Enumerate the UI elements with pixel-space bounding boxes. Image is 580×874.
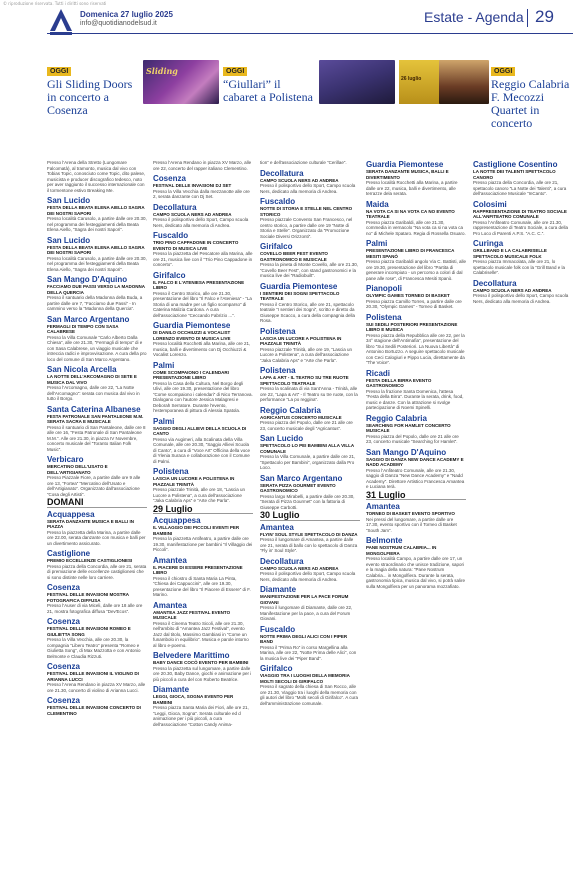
feature-title: “Giullari” il cabaret a Polistena: [223, 77, 313, 104]
event-city: San Marco Argentano: [47, 314, 130, 324]
event-city: Fuscaldo: [260, 624, 296, 634]
event-description: Presso piazza della Concordia, alle ore 21, spettacolo canoro “La Notte dei Talenti”, a cura dell'associazione Musicale “InCanto”.: [473, 180, 567, 196]
event-headline: FACCIAMO DUE PASSI VERSO LA MADONNA DELLA QUERCIA: [47, 284, 145, 295]
event-description: Presso la piazzetta del Pescatore alla Marina, alle ore 21, musica live con il “Trio Pino Cappadone in concerto”.: [153, 251, 253, 267]
event-listing[interactable]: [366, 414, 466, 445]
event-description: Presso il chiostro di Santa Maria La Pinta, “Chiesa dei Cappuccini”, alle ore 19.30, presentazione del libro “Il Piacere di Essere” di F. Marino.: [153, 575, 251, 597]
event-city: Santa Caterina Albanese: [47, 404, 141, 414]
event-city: Girifalco: [260, 664, 293, 673]
poster-label: Sliding: [146, 66, 178, 76]
event-headline: I SENTIERI DEI SOGNI SPETTACOLO TEATRALE: [260, 290, 340, 301]
event-city: Fuscaldo: [260, 197, 296, 206]
event-description: Presso la piazzetta sul lungomare, a partire dalle ore 20.30, Baby Dance, giochi e animazione per i più piccoli a cura del con Roberto Beatrice.: [153, 665, 252, 682]
event-description: Presso il lungomare di Amantea, a partire dalle ore 21, serata di ballo con lo spettacolo di Danza “Fly in' Soul Style”.: [260, 537, 358, 553]
event-headline: PREMIO ECCELLENZE CASTIGLIONESI: [47, 558, 133, 563]
event-headline: IL FALCO E L'ATENIESA PRESENTAZIONE LIBRO: [153, 279, 245, 290]
event-description: Presso piazzale Trinità, alle ore 18, “Lascia un Lucore a Polistena”, a cura dell'associazione “Jaka Calabria Aps” e “Arte che Parla”.: [153, 487, 246, 503]
event-headline: CAMPO SCUOLA NERS AD ANDREA: [473, 287, 552, 293]
event-description: Presso piazza Santa Maria dei Fiori, alle ore 21, “Leggi, Gioca, Sogna”. Serata culturale ed d animazione per i più piccoli, a cura dell'associazione “Cotton Candy Anima-: [153, 705, 249, 727]
event-headline: SERATA DANZANTE MUSICA, BALLI E DIVERTIMENTO: [366, 169, 449, 180]
event-headline: AGRICANTUS CONCERTO MUSICALE: [260, 414, 342, 420]
event-city: Amantea: [260, 522, 294, 532]
event-listing[interactable]: [366, 313, 466, 366]
event-description: Presso il “Prima Ro” in corso Margellina alla Marina, alle ore 22, “Notte Prima delle Alici”, con la musica live dei “Piper Band”.: [260, 644, 357, 661]
event-headline: OLYMPIC GAMES TORNEO DI BASKET: [366, 293, 450, 298]
event-headline: LA NOTTE DEI TALENTI SPETTACOLO CANORO: [473, 169, 556, 180]
event-city: Polistena: [366, 312, 402, 322]
event-description: Presso la scalinata di via Sant'Anna - Trinità, alle ore 22, “Lapa & Art” - Il Teatro su tre ruote, con la performance “La po reggina”.: [260, 386, 358, 402]
event-headline: FERMAGLI DI TEMPO CON SASA CALABRESE: [47, 323, 119, 334]
event-headline: FESTA DELLA BEATA ELENA AIELLO SAGRA DEI NOSTRI SAPORI: [47, 244, 145, 255]
event-description: Presso piazza della Concordia, alle ore 21, serata di premiazione delle eccellenze castiglionesi che si sono distinte nelle loro carriere.: [47, 563, 147, 580]
event-headline: FESTIVAL DELLE INVASIONI DJ SET: [153, 183, 232, 188]
event-headline: MANIFESTAZIONE PER LA PACE FORUM GIOVANI: [260, 594, 349, 605]
event-city: Palmi: [153, 416, 175, 426]
event-city: Guardia Piemontese: [366, 160, 444, 169]
event-headline: SERATA PIZZA GOURMET EVENTO GASTRONOMICO: [260, 482, 336, 493]
event-description: Presso il santuario della Madonna della Buda, a partire dalle ore 7, “Facciamo due Passi” - In cammino verso la “Madonna della Quercia”.: [47, 295, 143, 311]
event-description: Presso la Villa Comunale, a partire dalle ore 21, “Spettacolo per Bambini”, organizzato dalla Pro Loco.: [260, 454, 356, 470]
event-description: Presso piazza Garibaldi angolo Via C. Battisti, alle ore 19.30, presentazione del libro “Partita di generare incompiuto - un percorso a colori di dal pane alle rose”, di Francesca Mesiti Spanò.: [366, 259, 466, 281]
event-headline: TORNEO DI BASKET EVENTO SPORTIVO: [366, 511, 455, 516]
today-badge: OGGI: [223, 67, 247, 76]
event-headline: SAGGIO DI DANZA NEW DANCE ACADEMY E NADD ACADEMY: [366, 456, 464, 467]
band-photo: [143, 60, 219, 104]
event-description: Presso il polisportivo dello Sport, Campo scuola Ners, dedicato alla memoria di Andrea.: [153, 217, 249, 228]
today-badge: OGGI: [491, 67, 515, 76]
event-description: Presso piazza Camillo Torres, a partire dalle ore 20.30, “Olympic Games” - Torneo di Basket.: [366, 298, 462, 309]
event-listing[interactable]: [47, 583, 147, 614]
event-headline: FESTIVAL DELLE INVASIONI CONCERTO DI CLEMENTINO: [47, 705, 141, 716]
event-description: Presso l'Anfiteatro Comunale, alle ore 21.30, saggio di Danza “New Dance Academy” e “Nadd Academy”. Direttore Artistico Francesca Amantea e Luciana Ierà.: [366, 467, 465, 489]
event-city: Ricadi: [366, 368, 391, 378]
event-headline: FESTA PATRONALE SAN PANTALEONE M.M. SERATA SACRA E MUSICALE: [47, 413, 144, 424]
event-listing[interactable]: [260, 197, 360, 239]
event-headline: IL VILLAGGIO DEI PICCOLI EVENTI PER BAMBINI: [153, 525, 240, 536]
event-listing[interactable]: [366, 284, 466, 310]
event-city: Castiglione Cosentino: [473, 160, 558, 169]
event-description: Presso piazza del Popolo, dalle ore 21 alle ore 23, concerto musicale “Searching for Hamlet”.: [366, 433, 459, 444]
event-city: Amantea: [153, 555, 187, 565]
event-description: Presso il polisportivo dello Sport, Campo scuola Ners, dedicato alla memoria di Andrea.: [473, 293, 569, 304]
event-city: San Lucido: [47, 196, 91, 205]
event-headline: GRILLBAND E LA CALABRISELLE SPETTACOLO MUSICALE FOLK: [473, 248, 547, 259]
event-description: Presso largo Mirabelli, a partire dalle ore 20.30, “Serata di Pizza Gourmet” con la fattoria di Giuseppe Carbotti.: [260, 493, 355, 510]
column-2: [153, 160, 253, 730]
event-city: Cosenza: [47, 696, 80, 705]
cabaret-photo: [319, 60, 395, 104]
event-headline: NOTTE PRIMA DEGLI ALICI CON I PIPER BAND: [260, 633, 348, 644]
event-description: Presso piazza Garibaldi, alle ore 21.30, commedia in vernacolo “Na vota ca si na vota ca no” di Michele Spataro. Regia di Rossella Osuaro.: [366, 219, 466, 236]
event-listing[interactable]: [366, 160, 466, 197]
event-listing[interactable]: [153, 203, 253, 229]
event-city: Guardia Piemontese: [260, 281, 338, 291]
event-city: Polistena: [153, 467, 189, 476]
newspaper-logo-icon: [50, 9, 72, 35]
event-city: Verbicaro: [47, 455, 84, 464]
event-description: Presso il sagrato della chiesa di San Rocco, alle ore 21.30, Viaggio tra i luoghi della memoria con gli autori del libro “Molti secoli di Girifalco”. A cura dell'amministrazione comunale.: [260, 684, 359, 706]
event-city: Acquappesa: [153, 516, 201, 525]
event-listing[interactable]: [153, 361, 253, 414]
event-description: Presso piazza Immacolata, alle ore 21, lo spettacolo musicale folk con la “Grill Band e la Calabriselle”.: [473, 259, 566, 275]
event-listing[interactable]: [153, 271, 253, 319]
issue-date: Domenica 27 luglio 2025: [80, 10, 173, 19]
event-city: Fuscaldo: [153, 231, 189, 240]
event-listing[interactable]: [260, 242, 360, 279]
event-description: Presso il lungomare di Diamante, dalle ore 22, Manifestazione per la pace, a cura del Forum Giovani.: [260, 605, 353, 621]
event-listing[interactable]: [473, 200, 573, 237]
event-headline: LASCIA UN LUCORE A POLISTENA IN PIAZZALE TRINITÀ: [153, 476, 235, 487]
event-listing[interactable]: [47, 617, 147, 659]
event-listing[interactable]: [260, 474, 360, 511]
event-description: Presso l'Arena Rendano in piazza XV Marzo, alle ore 21.30, concerto di violino di Arianna Lucci.: [47, 682, 146, 693]
event-headline: NOTTE DI STORIA E STELLE NEL CENTRO STORICO: [260, 206, 353, 217]
event-listing[interactable]: [366, 502, 466, 533]
day-heading: DOMANI: [47, 500, 147, 508]
event-headline: COVELLO BEER FEST EVENTO GASTRONOMICO E MUSICALE: [260, 251, 328, 262]
event-description: Presso la piazzetta Antifeatro, a partire dalle ore 19.30, manifestazione per bambini “Il Villaggio dei Piccoli”.: [153, 536, 253, 552]
event-headline: SAGGIO DEGLI ALLIEVI DELLA SCUOLA DI CANTO: [153, 425, 247, 436]
event-description: Presso l'Auser di via Miceli, dalle ore 18 alle ore 21, mostra fotografica diffusa “Dev'Ecos”.: [47, 603, 143, 614]
today-badge: OGGI: [47, 67, 71, 76]
event-description: Presso la pineta di Monte Covello, alle ore 21.30, “Covello Beer Fest”, con stand gastronomici e la musica live dei “Radiobuilt”.: [260, 262, 359, 278]
event-city: Reggio Calabria: [260, 405, 321, 415]
musician-photo: [439, 60, 489, 104]
rights-notice: © riproduzione riservata. Tutti i diritti sono riservati: [3, 1, 107, 6]
event-description: Presso la piazzetta della Marina, a partire dalle ore 22.00, serata danzante con musica e balli per un divertimento assicurato.: [47, 529, 146, 546]
event-headline: IL PIACERE DI ESSERE PRESENTAZIONE LIBRO: [153, 564, 243, 575]
event-description: Nei pressi del lungomare, a partire dalle ore 17.30, evento sportivo con il Torneo di Basket “South Jam”.: [366, 516, 457, 533]
event-headline: CAMPO SCUOLA NERS AD ANDREA: [260, 177, 339, 183]
event-city: Castiglione: [47, 549, 91, 558]
event-headline: PANE NOSTRUM CALABRIA... IN MONGOLFIERA: [366, 545, 437, 556]
day-heading: 30 Luglio: [260, 513, 360, 521]
event-listing[interactable]: [260, 585, 360, 622]
event-city: Cosenza: [47, 617, 80, 626]
event-listing[interactable]: [47, 549, 147, 580]
event-headline: LAPA & ART - IL TEATRO SU TRE RUOTE SPETTACOLO TEATRALE: [260, 375, 349, 386]
event-listing[interactable]: [260, 282, 360, 324]
concert-poster: 26 luglio: [399, 60, 441, 104]
event-description: Presso località Carusolo, a partire dalle ore 20.30, nel programma dei festeggiamenti della Beata Elena Aiello, “Sagra dei nostri Sapori”.: [47, 255, 147, 272]
event-description: Presso via Augimeri, alla Scalinata della Villa Comunale, alle ore 20.30, “Saggio Allievi Scuola di Canto”, a cura di “Voce Art” Officina della voce di Ylenia Suraca e collaborazione con il Comune di Palmi.: [153, 436, 250, 464]
event-city: San Mango D'Aquino: [366, 447, 447, 457]
feature-title: Gli Sliding Doors in concerto a Cosenza: [47, 77, 133, 117]
event-listing[interactable]: [260, 523, 360, 554]
event-city: Girifalco: [153, 270, 186, 280]
event-headline: RAPPRESENTAZIONE DI TEATRO SOCIALE ALL'ANFITEATRO COMUNALE: [473, 208, 567, 219]
feature-text: [491, 60, 573, 130]
event-description: Presso piazzale Trinità, alle ore 19, “Lascia un Lucore a Polistena”, a cura dell'associazione “Jaka Calabria Aps” e “Arte che Parla”.: [260, 346, 353, 363]
event-city: Acquappesa: [47, 509, 95, 519]
event-listing[interactable]: [47, 696, 147, 716]
event-description: Presso l'Arcomagno, dalle ore 22, “La Notte dell'Arcomagno”: serata con musica dal vivo in tutto il Borgo.: [47, 385, 140, 401]
event-headline: COME SCOMPAIONO I CALENDARI PRESENTAZIONE LIBRO: [153, 369, 229, 380]
event-city: Reggio Calabria: [366, 413, 427, 423]
event-headline: FESTA DELLA BEATA ELENA AIELLO SAGRA DEI NOSTRI SAPORI: [47, 205, 145, 216]
event-listing[interactable]: [260, 327, 360, 364]
event-city: Polistena: [260, 366, 296, 375]
event-city: Decollatura: [153, 202, 197, 212]
event-listing[interactable]: [153, 467, 253, 504]
event-listing[interactable]: [260, 169, 360, 195]
event-listing[interactable]: [366, 239, 466, 281]
event-city: Cosenza: [47, 583, 80, 592]
event-description: Presso la Villa Vecchia, alle ore 20.30, la compagnia “Libero Teatro” presenta “Romeo e Giulietta Song”, di Max Mazzotta e con Antonio Belmonte e Claudia Rizzuti.: [47, 637, 141, 659]
event-listing[interactable]: [47, 196, 147, 233]
event-listing[interactable]: [366, 448, 466, 490]
event-continued-text: tion” e dell'associazione culturale “Cerillae”.: [260, 160, 347, 165]
event-city: San Marco Argentano: [260, 473, 343, 483]
event-city: Belvedere Marittimo: [153, 651, 230, 660]
event-city: Maida: [366, 199, 389, 209]
event-listing[interactable]: [366, 200, 466, 237]
event-city: Amantea: [153, 600, 187, 610]
section-title: Estate - Agenda: [424, 9, 524, 25]
day-heading: 29 Luglio: [153, 507, 253, 515]
event-city: Decollatura: [260, 556, 304, 566]
event-description: Presso località Rocchetti alla Marina, a partire dalle ore 22, musica, balli e divertimento, alle terrazze dela serata.: [366, 180, 458, 196]
event-listing[interactable]: [153, 231, 253, 268]
event-headline: LEGGI, GIOCA, SOGNA EVENTO PER BAMBINI: [153, 694, 234, 705]
event-headline: SUI SEDILI POSTERIORI PRESENTAZIONE LIBRO E MUSICA: [366, 321, 458, 332]
event-listing[interactable]: [473, 239, 573, 276]
event-city: Pianopoli: [366, 284, 402, 293]
event-listing[interactable]: [47, 455, 147, 497]
event-listing[interactable]: [47, 315, 147, 363]
event-description: Presso la Villa Vecchia dalla mezzanotte alle ore 2, serata danzante con Dj Set.: [153, 188, 250, 199]
event-headline: SPETTACOLO LO PEI BAMBINI ALLA VILLA COMUNALE: [260, 443, 354, 454]
event-listing[interactable]: [153, 321, 253, 358]
event-listing[interactable]: [47, 365, 147, 402]
event-city: Colosimi: [473, 199, 507, 209]
event-city: Curinga: [473, 239, 504, 248]
feature-text: [47, 60, 142, 117]
event-listing[interactable]: [260, 434, 360, 471]
event-description: Presso il polisportivo dello Sport, Campo scuola Ners, dedicato alla memoria di Andrea.: [260, 571, 356, 582]
event-headline: MERCATINO DELL'USATO E DELL'ARTIGIANATO: [47, 464, 108, 475]
event-description: Presso il Cinema Teatro Sicoli, alle ore 21.30, nell'ambito di “Amantea Jazz Festival”, evento Jazz dal titolo, Massimo Gambiasi in “Come un funambolo in equilibrio”. Musica e parole intorno al libro e-poemo.: [153, 620, 249, 648]
event-listing[interactable]: [260, 625, 360, 662]
event-description: Presso piazza della Repubblica alle ore 22, per la 34° stagione dell'Antimafia”, presentazione del libro “Sui Sedili Posteriori. La Nuova Libertà” di Antonino Bortuzzo. A seguire spettacolo musicale con Ceci Calogiuri e Pippo Lucia, direttamente da “The Voice”.: [366, 332, 465, 365]
event-listing[interactable]: [47, 275, 147, 312]
event-listing[interactable]: [260, 557, 360, 583]
feature-title: Reggio Calabria F. Mecozzi Quartet in concerto: [491, 77, 570, 130]
event-listing[interactable]: [153, 685, 253, 727]
event-city: Palmi: [366, 239, 388, 248]
event-listing[interactable]: [366, 536, 466, 589]
day-heading: 31 Luglio: [366, 493, 466, 501]
event-description: Presso il santuario di San Pantaleone, dalle ore 8 alle ore 16, “Festa Patronale di San Pantaleone M.M.”. Alle ore 21.30, in piazza IV Novembre, concerto musicale del “Toranto Italian Folk Music”.: [47, 424, 146, 452]
event-description: Presso la Casa della Cultura, Nel Borgo degli Ulivi, alle ore 19.30, presentazione del libro “Come scompaiono i calendari” di Nico Terranova. Dialogano con l'autore Jessica Malagresi e Deborah Serratore. Durante l'evento, l'estemporanea di pittura di Alessia Spatola.: [153, 380, 253, 413]
event-city: Diamante: [260, 585, 297, 594]
event-city: Amantea: [366, 502, 400, 511]
event-headline: SEARCHING FOR HAMLET CONCERTO MUSICALE: [366, 422, 451, 433]
column-1: [47, 160, 147, 719]
event-description: Presso la Villa Comunale “Carlo Alberto Dalla Chiesa”, alle ore 21.30, “Fermagli di tempo” di e con Sasa Calabrese, un viaggio musicale che intreccia radici e improvvisazione. A cura della pro loco del comune di San Marco Argentano.: [47, 334, 147, 362]
column-3: [260, 160, 360, 709]
event-listing[interactable]: [366, 369, 466, 411]
event-headline: DI DANILO OCCHIUZZI & VOCALIST LORENZO EVENTO DI MUSICA LIVE: [153, 330, 231, 341]
event-listing[interactable]: [473, 160, 573, 197]
event-headline: FESTIVAL DELLE INVASIONI IL VIOLINO DI ARIANNA LUCCI: [47, 671, 139, 682]
event-listing[interactable]: [153, 651, 253, 682]
event-listing[interactable]: [153, 516, 253, 553]
event-headline: TRIO PINO CAPPADONE IN CONCERTO EVENTO DI MUSICA LIVE: [153, 240, 239, 251]
header-rule: [47, 33, 573, 34]
event-description: Presso il Centro Storico, alle ore 21.30, presentazione del libro “Il Falco e l'Ateniesa” - “La Storia di una madre per un figlio scomparso” di Caterina Malizia Cardona. A cura dell'associazione “Ceccando Fabrizio ...”.: [153, 290, 252, 318]
event-headline: VIAGGIO TRA I LUOGHI DELLA MEMORIA MOLTI SECOLI DI GIRIFALCO: [260, 673, 350, 684]
event-city: Cosenza: [47, 662, 80, 671]
event-description: Presso piazzale Convento San Francesco, nel centro storico, a partire dalle ore 19 “Notte di Storia e Stelle”. Organizzato da “Promozione Sociale Diversi Orizzonti”.: [260, 217, 353, 239]
column-5: [473, 160, 573, 307]
event-description: Presso l'Anfiteatro Comunale, alle ore 21.30, rappresentazione di Teatro Sociale, a cura della Pro Loco di Parenti A.P.S. “A.C. C.”.: [473, 219, 568, 236]
event-city: San Lucido: [47, 235, 91, 245]
event-listing[interactable]: [153, 417, 253, 465]
feature-text: [223, 60, 318, 104]
event-listing[interactable]: [153, 556, 253, 598]
event-city: Diamante: [153, 685, 190, 694]
event-listing[interactable]: [47, 662, 147, 693]
event-headline: AMANTEA JAZZ FESTIVAL EVENTO MUSICALE: [153, 609, 231, 620]
event-description: Presso la frazione Santa Domenica, l'attesa “Festa della Birra”. Durante la serata, drink, food, music e danze. Con la attrazione si svolge partecipazione di Noemi Spinelli.: [366, 388, 464, 410]
column-4: [366, 160, 466, 592]
event-headline: LA NOTTE DELL'ARCOMAGNO DI SETE E MUSICA DAL VIVO: [47, 374, 137, 385]
event-headline: CAMPO SCUOLA NERS AD ANDREA: [153, 211, 232, 217]
event-listing[interactable]: [260, 664, 360, 706]
event-description: Presso il polisportivo dello Sport, Campo scuola Ners, dedicato alla memoria di Andrea.: [260, 183, 356, 194]
event-listing[interactable]: [260, 406, 360, 432]
event-listing[interactable]: [47, 236, 147, 273]
event-listing[interactable]: [260, 366, 360, 403]
header-divider: [527, 9, 528, 27]
event-listing[interactable]: [153, 601, 253, 649]
event-listing[interactable]: [47, 510, 147, 547]
event-headline: FESTIVAL DELLE INVASIONI MOSTRA FOTOGRAFICA DIFFUSA: [47, 592, 129, 603]
event-description: Presso località Rocchetti alla Marina, alle ore 21, musica, balli e divertimento con Dj Occhiuzzi & Vocalist Lorenzo.: [153, 341, 251, 357]
event-city: Decollatura: [473, 278, 517, 288]
event-headline: FLYIN' SOUL STYLE SPETTACOLO DI DANZA: [260, 531, 358, 537]
event-headline: NA VOTA CA SI NA VOTA CA NO EVENTO TEATRALE: [366, 208, 455, 219]
event-city: Girifalco: [260, 242, 293, 251]
event-listing[interactable]: [47, 405, 147, 453]
page-number: 29: [535, 7, 554, 26]
event-city: San Nicola Arcella: [47, 365, 117, 374]
event-description: Presso il Centro Storico, alle ore 21, spettacolo teatrale “I sentieri dei Sogni”, scritto e diretto da Giuseppe Scacco, a cura della compagnia della Rosa.: [260, 301, 356, 323]
event-headline: BABY DANCE COCÒ EVENTO PER BAMBINI: [153, 660, 249, 665]
event-description: Presso località Campo, a partire dalle ore 17, un evento straordinario che unisce tradizione, sapori e la magia della natura: “Pane Nostrum Calabria... in Mongolfiera. Durante la serata, gastronomia tipica, musica dal vivo, si potrà salire sulla Mongolfiera per un panorama mozzafiato.: [366, 556, 466, 589]
event-city: Belmonte: [366, 536, 403, 545]
contact-email[interactable]: info@quotidianodelsud.it: [80, 20, 157, 27]
event-city: San Mango D'Aquino: [47, 275, 128, 284]
event-city: San Lucido: [260, 434, 304, 443]
event-city: Cosenza: [153, 174, 186, 183]
event-headline: CAMPO SCUOLA NERS AD ANDREA: [260, 565, 339, 571]
event-headline: FESTA DELLA BIRRA EVENTO GASTRONOMICO: [366, 377, 432, 388]
event-description: Presso Piazzale Fiore, a partire dalle ore 9 alle ore 13, “Fortea” “Mercatino dell'Usato e dell'Artigianato”. Organizzato dall'associazione “Cosa degli Artisti”.: [47, 475, 141, 497]
event-listing[interactable]: [473, 279, 573, 305]
event-headline: FESTIVAL DELLE INVASIONI ROMEO E GIULIETTA SONG: [47, 626, 131, 637]
event-listing[interactable]: [153, 174, 253, 200]
event-continued-text: Presso l'Arena Rendano in piazza XV Marzo, alle ore 22, concerto del rapper italiano Clementino.: [153, 160, 252, 171]
event-headline: SERATA DANZANTE MUSICA E BALLI IN PIAZZA: [47, 518, 134, 529]
event-headline: PRESENTAZIONE LIBRO DI FRANCESCA MESITI SPANÒ: [366, 248, 455, 259]
event-city: Polistena: [260, 326, 296, 336]
event-continued-text: Presso l'Arena della Stretto (Lungomare Falcomatà), al tramonto, musica dal vivo con Tobias Topic, conosciuto come Topic, dito palese, musicista e producer discografico tedesco, noto per aver raggiunto il successo internazionale con il tormentone estivo Breaking Me.: [47, 160, 146, 193]
event-city: Decollatura: [260, 168, 304, 178]
page-header: [0, 0, 580, 52]
event-city: Guardia Piemontese: [153, 321, 231, 330]
event-headline: LASCIA UN LUCORE A POLISTENA IN PIAZZALE TRINITÀ: [260, 335, 342, 346]
event-city: Palmi: [153, 360, 175, 370]
event-description: Presso località Carusolo, a partire dalle ore 20.30, nel programma dei festeggiamenti della Beata Elena Aiello, “Sagra dei nostri Sapori”.: [47, 216, 147, 232]
event-description: Presso piazza del Popolo, dalle ore 21 alle ore 23, concerto musicale degli “Agricantus”.: [260, 420, 353, 431]
